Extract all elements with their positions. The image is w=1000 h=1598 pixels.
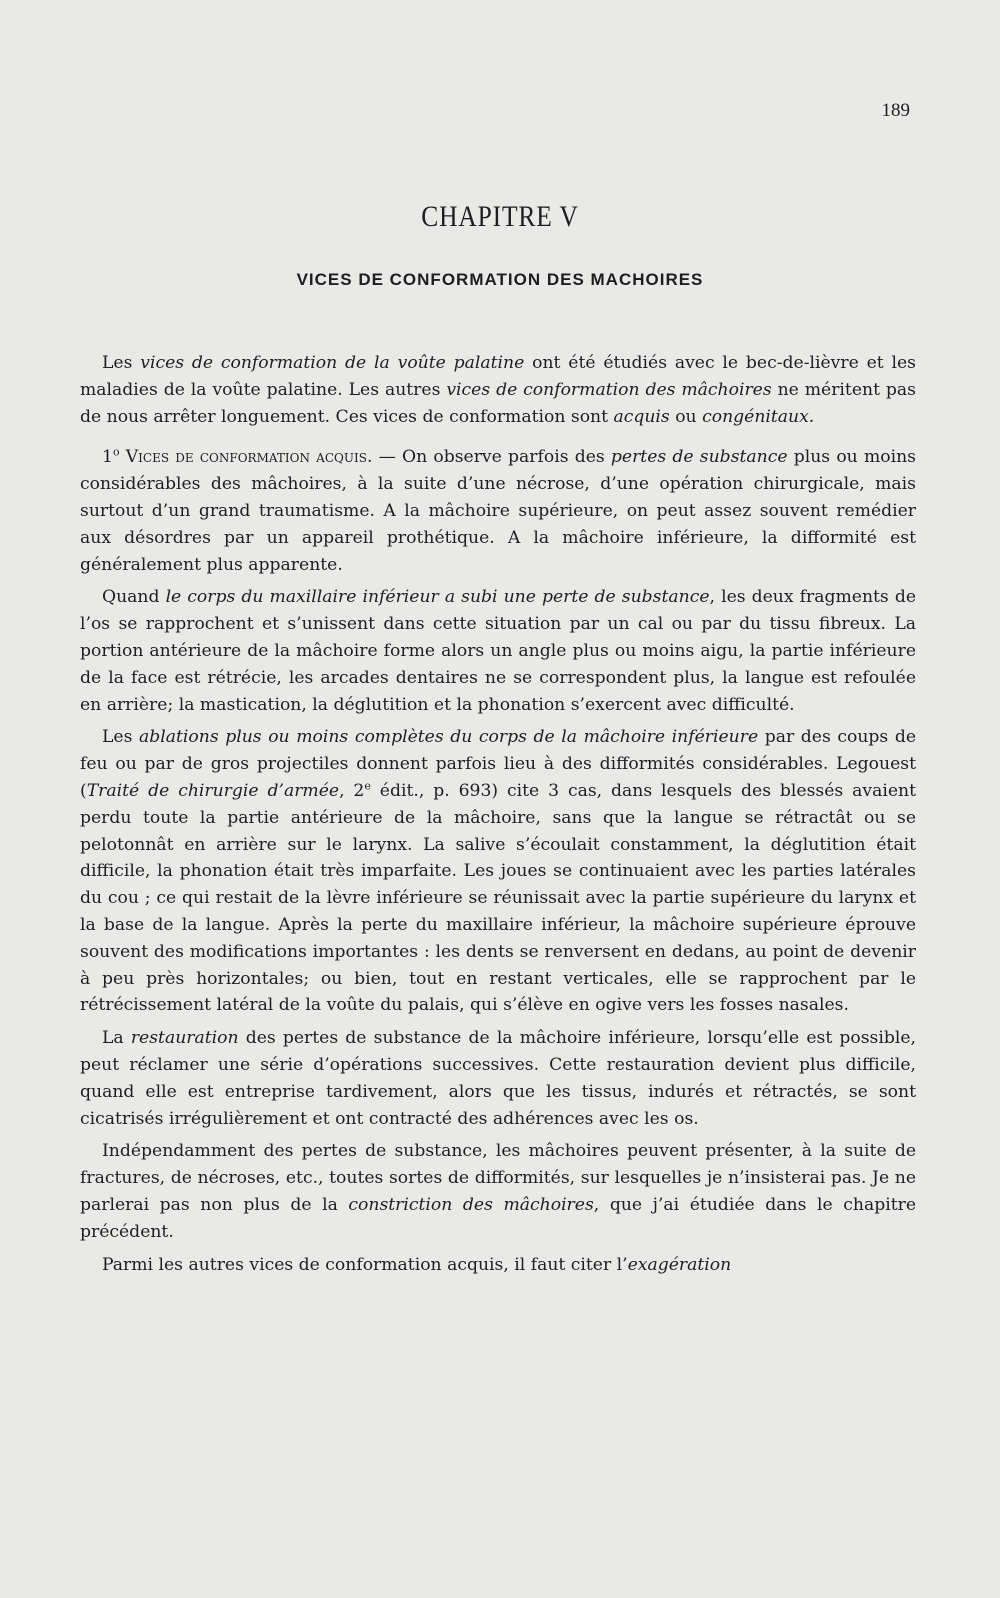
text-segment: Les: [102, 353, 141, 373]
text-segment: ne méritent pas de nous arrêter longuement. Ces vices de conformation sont: [80, 379, 916, 427]
text-segment: o: [112, 445, 120, 459]
text-segment: La: [102, 1028, 131, 1049]
text-segment: Traité de chirurgie d’armée: [86, 780, 340, 801]
page-number: 189: [881, 100, 910, 121]
text-segment: e: [364, 779, 371, 793]
text-segment: ablations plus ou moins complètes du corps de la mâchoire inférieure: [139, 727, 759, 748]
text-segment: le corps du maxillaire inférieur a subi une perte de substance: [165, 587, 710, 608]
text-segment: Indépendamment des pertes de substance, les mâchoires peuvent présenter, à la suite de fractures, de nécroses, etc., toutes sortes de difformités, sur lesquelles je n’insisterai pas. Je ne parlerai pas non plus de la: [80, 1141, 916, 1215]
section-title: VICES DE CONFORMATION DES MACHOIRES: [296, 270, 704, 289]
text-segment: Parmi les autres vices de conformation acquis, il faut citer l’: [102, 1254, 628, 1275]
text-segment: édit., p. 693) cite 3 cas, dans lesquels des blessés avaient perdu toute la partie antérieure de la mâchoire, sans que la langue se rétractât ou se pelotonnât en arrière sur le larynx. La salive s’écoulait constamment, la déglutition était difficile, la phonation était très imparfaite. Les joues se continuaient avec les parties latérales du cou ; ce qui restait de la lèvre inférieure se réunissait avec la partie supérieure du larynx et la base de la langue. Après la perte du maxillaire inférieur, la mâchoire supérieure éprouve souvent des modifications importantes : les dents se renversent en dedans, au point de devenir à peu près horizontales; ou bien, tout en restant verticales, elle se rapprochent par le rétrécissement latéral de la voûte du palais, qui s’élève en ogive vers les fosses nasales.: [80, 780, 916, 1016]
text-segment: par des coups de feu ou par de gros projectiles donnent parfois lieu à des difformités considérables. Legouest (: [80, 727, 916, 801]
text-segment: vices de conformation des mâchoires: [446, 379, 772, 400]
text-segment: — On observe parfois des: [372, 447, 611, 468]
paragraph-7: [80, 1252, 916, 1279]
text-segment: , que j’ai étudiée dans le chapitre précédent.: [80, 1194, 916, 1242]
text-segment: ou: [669, 406, 703, 427]
text-segment: 1: [102, 447, 113, 468]
paragraph-6: [80, 1138, 916, 1245]
paragraph-5: [80, 1025, 916, 1132]
text-segment: Quand: [102, 587, 166, 608]
text-segment: , 2: [339, 780, 365, 801]
text-segment: constriction des mâchoires: [348, 1194, 594, 1215]
text-segment: ont été étudiés avec le bec-de-lièvre et les maladies de la voûte palatine. Les autres: [80, 353, 916, 400]
text-segment: pertes de substance: [610, 447, 788, 468]
text-segment: , les deux fragments de l’os se rapprochent et s’unissent dans cette situation par un cal ou par du tissu fibreux. La portion antérieure de la mâchoire forme alors un angle plus ou moins aigu, la partie inférieure de la face est rétrécie, les arcades dentaires ne se correspondent plus, la langue est refoulée en arrière; la mastication, la déglutition et la phonation s’exercent avec difficulté.: [80, 587, 916, 715]
text-segment: acquis: [613, 406, 670, 427]
text-segment: Les: [102, 727, 139, 748]
text-segment: des pertes de substance de la mâchoire inférieure, lorsqu’elle est possible, peut réclamer une série d’opérations successives. Cette restauration devient plus difficile, quand elle est entreprise tardivement, alors que les tissus, indurés et rétractés, se sont cicatrisés irrégulièrement et ont contracté des adhérences avec les os.: [80, 1028, 917, 1129]
text-segment: exagération: [627, 1254, 732, 1275]
text-segment: congénitaux.: [702, 406, 815, 427]
text-segment: vices de conformation de la voûte palatine: [140, 353, 525, 373]
paragraph-1: [80, 350, 916, 430]
text-segment: Vices de conformation acquis.: [119, 447, 373, 468]
text-segment: plus ou moins considérables des mâchoires, à la suite d’une nécrose, d’une opération chirurgicale, mais surtout d’un grand traumatisme. A la mâchoire supérieure, on peut assez souvent remédier aux désordres par un appareil prothétique. A la mâchoire inférieure, la difformité est généralement plus apparente.: [80, 447, 916, 575]
text-segment: restauration: [130, 1028, 239, 1049]
paragraph-2: [80, 444, 916, 578]
body-text: [80, 350, 916, 1278]
paragraph-4: [80, 724, 916, 1019]
paragraph-3: [80, 584, 916, 718]
chapter-title: CHAPITRE V: [421, 200, 579, 233]
